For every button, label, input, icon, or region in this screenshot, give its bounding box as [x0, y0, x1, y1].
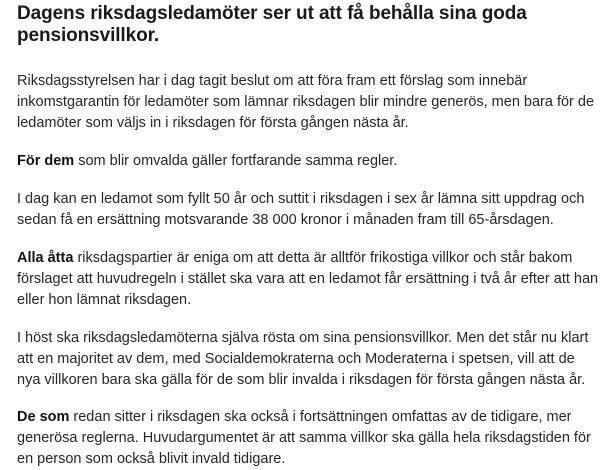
paragraph-text: I dag kan en ledamot som fyllt 50 år och suttit i riksdagen i sex år lämna sitt uppdrag och sedan få en ersättning motsvarande 38 000 kronor i månaden fram till 65-årsdagen. [17, 191, 585, 228]
article-paragraph [17, 151, 602, 172]
article-paragraph [17, 248, 602, 311]
paragraph-lead: De som [17, 409, 70, 425]
paragraph-text: som blir omvalda gäller fortfarande samma regler. [74, 153, 398, 169]
article-paragraph [17, 407, 602, 470]
article-headline: Dagens riksdagsledamöter ser ut att få behålla sina goda pensionsvillkor. [17, 3, 527, 46]
article [17, 3, 602, 470]
paragraph-text: redan sitter i riksdagen ska också i fortsättningen omfattas av de tidigare, mer generösa reglerna. Huvudargumentet är att samma villkor ska gälla hela riksdagstiden för en person som också blivit invald tidigare. [17, 409, 591, 467]
paragraph-lead: För dem [17, 153, 75, 169]
paragraph-lead: Alla åtta [17, 250, 74, 266]
article-paragraph [17, 328, 602, 391]
paragraph-text: Riksdagsstyrelsen har i dag tagit beslut om att föra fram ett förslag som innebär inkomstgarantin för ledamöter som lämnar riksdagen blir mindre generös, men bara för de ledamöter som väljs in i riksdagen för första gången nästa år. [17, 73, 595, 131]
article-paragraph [17, 71, 602, 134]
paragraph-text: I höst ska riksdagsledamöterna själva rösta om sina pensionsvillkor. Men det står nu klart att en majoritet av dem, med Socialdemokraterna och Moderaterna i spetsen, vill att de nya villkoren bara ska gälla för de som blir invalda i riksdagen för första gången nästa år. [17, 330, 589, 388]
article-paragraph [17, 189, 602, 231]
paragraph-text: riksdagspartier är eniga om att detta är alltför frikostiga villkor och står bakom förslaget att huvudregeln i stället ska vara att en ledamot får ersättning i två år efter att han eller hon lämnat riksdagen. [17, 250, 599, 308]
